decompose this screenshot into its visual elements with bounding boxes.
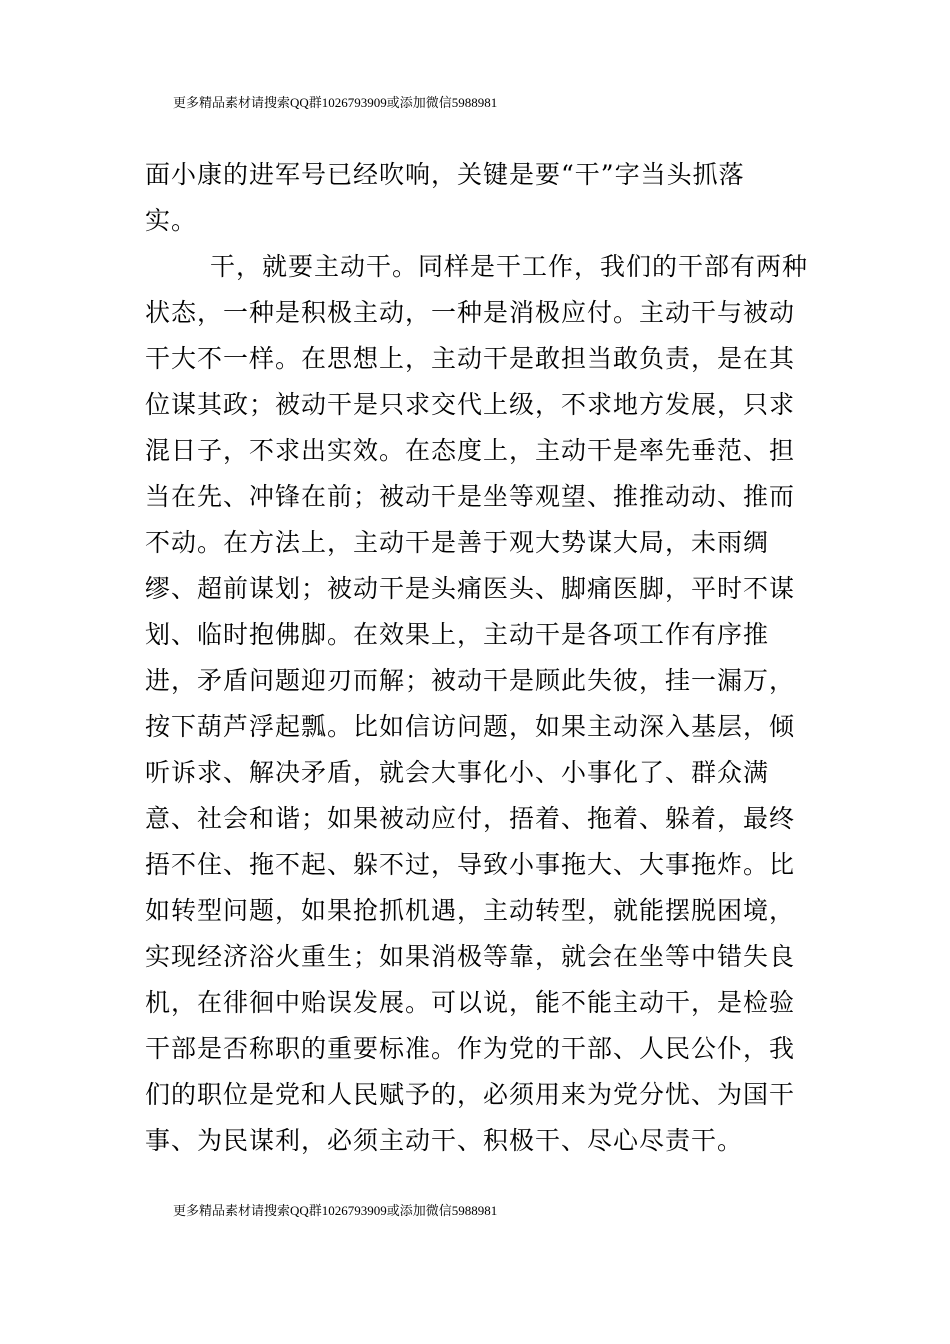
text-line: 干部是否称职的重要标准。作为党的干部、人民公仆，我 <box>145 1034 796 1063</box>
body-text <box>145 152 809 1164</box>
text-line: 不动。在方法上，主动干是善于观大势谋大局，未雨绸 <box>145 528 770 557</box>
text-line: 事、为民谋利，必须主动干、积极干、尽心尽责干。 <box>145 1126 744 1155</box>
footer-note: 更多精品素材请搜索QQ群1026793909或添加微信5988981 <box>173 1203 498 1218</box>
text-line: 进，矛盾问题迎刃而解；被动干是顾此失彼，挂一漏万， <box>145 666 796 695</box>
text-line: 干大不一样。在思想上，主动干是敢担当敢负责，是在其 <box>145 344 796 373</box>
text-line: 捂不住、拖不起、躲不过，导致小事拖大、大事拖炸。比 <box>145 850 796 879</box>
text-line: 按下葫芦浮起瓢。比如信访问题，如果主动深入基层，倾 <box>145 712 796 741</box>
text-line: 意、社会和谐；如果被动应付，捂着、拖着、躲着，最终 <box>145 804 796 833</box>
paragraph <box>145 152 805 244</box>
text-line: 干，就要主动干。同样是干工作，我们的干部有两种 <box>210 252 809 281</box>
text-line: 位谋其政；被动干是只求交代上级，不求地方发展，只求 <box>145 390 796 419</box>
text-line: 实现经济浴火重生；如果消极等靠，就会在坐等中错失良 <box>145 942 796 971</box>
text-line: 们的职位是党和人民赋予的，必须用来为党分忧、为国干 <box>145 1080 796 1109</box>
header-note: 更多精品素材请搜索QQ群1026793909或添加微信5988981 <box>173 95 498 110</box>
paragraph <box>145 244 809 1164</box>
text-line: 听诉求、解决矛盾，就会大事化小、小事化了、群众满 <box>145 758 770 787</box>
text-line: 状态，一种是积极主动，一种是消极应付。主动干与被动 <box>145 298 796 327</box>
text-line: 面小康的进军号已经吹响，关键是要“干”字当头抓落 <box>145 160 745 189</box>
text-line: 机，在徘徊中贻误发展。可以说，能不能主动干，是检验 <box>145 988 796 1017</box>
text-line: 如转型问题，如果抢抓机遇，主动转型，就能摆脱困境， <box>145 896 796 925</box>
text-line: 当在先、冲锋在前；被动干是坐等观望、推推动动、推而 <box>145 482 796 511</box>
text-line: 混日子，不求出实效。在态度上，主动干是率先垂范、担 <box>145 436 796 465</box>
text-line: 划、临时抱佛脚。在效果上，主动干是各项工作有序推 <box>145 620 770 649</box>
text-line: 缪、超前谋划；被动干是头痛医头、脚痛医脚，平时不谋 <box>145 574 796 603</box>
text-line: 实。 <box>145 206 198 235</box>
